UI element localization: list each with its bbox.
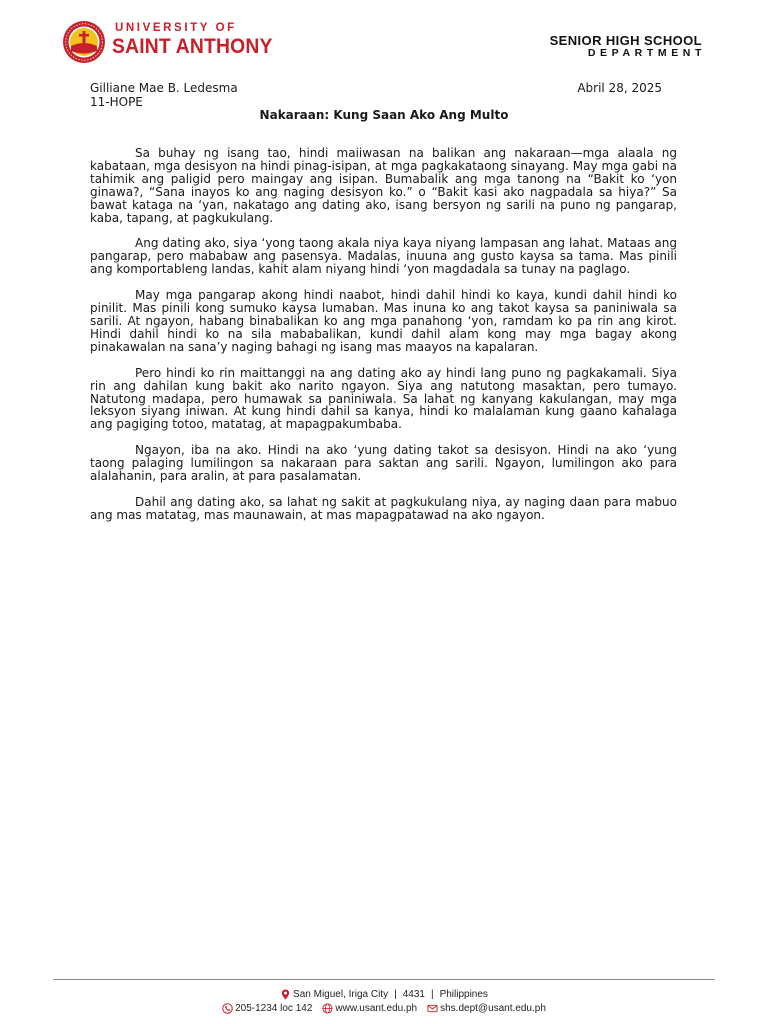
footer-email[interactable]: shs.dept@usant.edu.ph <box>440 1002 546 1014</box>
author-name: Gilliane Mae B. Ledesma <box>90 81 238 95</box>
paragraph: Ngayon, iba na ako. Hindi na ako ‘yung dating takot sa desisyon. Hindi na ako ‘yung taong palaging lumilingon sa nakaraan para saktan ang sarili. Ngayon, lumilingon ako para alalahanin, para aralin, at para pasalamatan. <box>90 443 677 484</box>
footer-separator: | <box>430 988 434 1000</box>
paragraph: Dahil ang dating ako, sa lahat ng sakit at pagkukulang niya, ay naging daan para mabuo ang mas matatag, mas maunawain, at mas mapagpatawad na ako ngayon. <box>90 494 677 522</box>
department-line1: SENIOR HIGH SCHOOL <box>549 33 702 48</box>
footer-separator: | <box>394 988 397 1000</box>
document-title: Nakaraan: Kung Saan Ako Ang Multo <box>259 108 509 122</box>
department-name <box>549 33 706 59</box>
globe-icon <box>322 1003 333 1014</box>
paragraph: May mga pangarap akong hindi naabot, hindi dahil hindi ko kaya, kundi dahil hindi ko pinilit. Mas pinili kong sumuko kaysa lumaban. Mas inuna ko ang takot kaysa sa paniniwala sa sarili. At ngayon, habang binabalikan ko ang mga panahong ‘yon, ramdam ko pa rin ang kirot. Hindi dahil hindi ko na sila mababalikan, kundi dahil alam kong may mga bagay akong pinakawalan na sana’y naging bahagi ng isang mas maayos na kapalaran. <box>90 288 677 354</box>
author-block <box>90 81 662 109</box>
university-seal-icon <box>62 20 106 64</box>
paragraph: Ang dating ako, siya ‘yong taong akala niya kaya niyang lampasan ang lahat. Mataas ang pangarap, pero mababaw ang pasensya. Madalas, inuuna ang gusto kaysa sa tama. Mas pinili ang komportableng landas, kahit alam niyang hindi ‘yon magdadala sa tunay na paglago. <box>90 236 677 277</box>
footer-website[interactable]: www.usant.edu.ph <box>335 1002 418 1014</box>
letterhead <box>62 14 706 74</box>
author-section: 11-HOPE <box>90 95 143 109</box>
document-date: Abril 28, 2025 <box>577 81 662 95</box>
footer-address: San Miguel, Iriga City <box>293 988 389 1000</box>
paragraph: Sa buhay ng isang tao, hindi maiiwasan na balikan ang nakaraan—mga alaala ng kabataan, mga desisyon na hindi pinag-isipan, at mga pagkakataong sinayang. May mga gabi na tahimik ang paligid pero maingay ang isipan. Bumabalik ang mga tanong na “Bakit ko ‘yon ginawa?, “Sana inayos ko ang naging desisyon ko.” o “Bakit kasi ako nagpadala sa hiya?” Sa bawat kataga na ‘yan, nakatago ang dating ako, isang bersyon ng sarili na puno ng pangarap, kaba, tapang, at pagkukulang. <box>90 146 677 225</box>
footer-contact-row <box>0 1001 768 1015</box>
footer <box>0 987 768 1015</box>
university-name <box>112 23 287 57</box>
document-body <box>90 147 677 535</box>
footer-zip: 4431 <box>402 988 425 1000</box>
footer-country: Philippines <box>439 988 488 1000</box>
university-name-line1: UNIVERSITY OF <box>115 22 237 34</box>
department-line2: DEPARTMENT <box>587 46 706 59</box>
footer-address-row <box>0 987 768 1001</box>
phone-icon <box>222 1003 233 1014</box>
location-pin-icon <box>280 989 291 1000</box>
university-name-line2: SAINT ANTHONY <box>112 34 273 58</box>
footer-divider <box>53 979 715 980</box>
paragraph: Pero hindi ko rin maittanggi na ang dating ako ay hindi lang puno ng pagkakamali. Siya rin ang dahilan kung bakit ako narito ngayon. Siya ang natutong masaktan, pero tumayo. Natutong madapa, pero humawak sa paniniwala. Sa lahat ng kanyang kakulangan, may mga leksyon siyang iniwan. At kung hindi dahil sa kanya, hindi ko malalaman kung gaano kahalaga ang pagiging totoo, matatag, at mapagpakumbaba. <box>90 365 677 432</box>
email-icon <box>427 1003 438 1014</box>
footer-phone: 205-1234 loc 142 <box>235 1002 313 1014</box>
